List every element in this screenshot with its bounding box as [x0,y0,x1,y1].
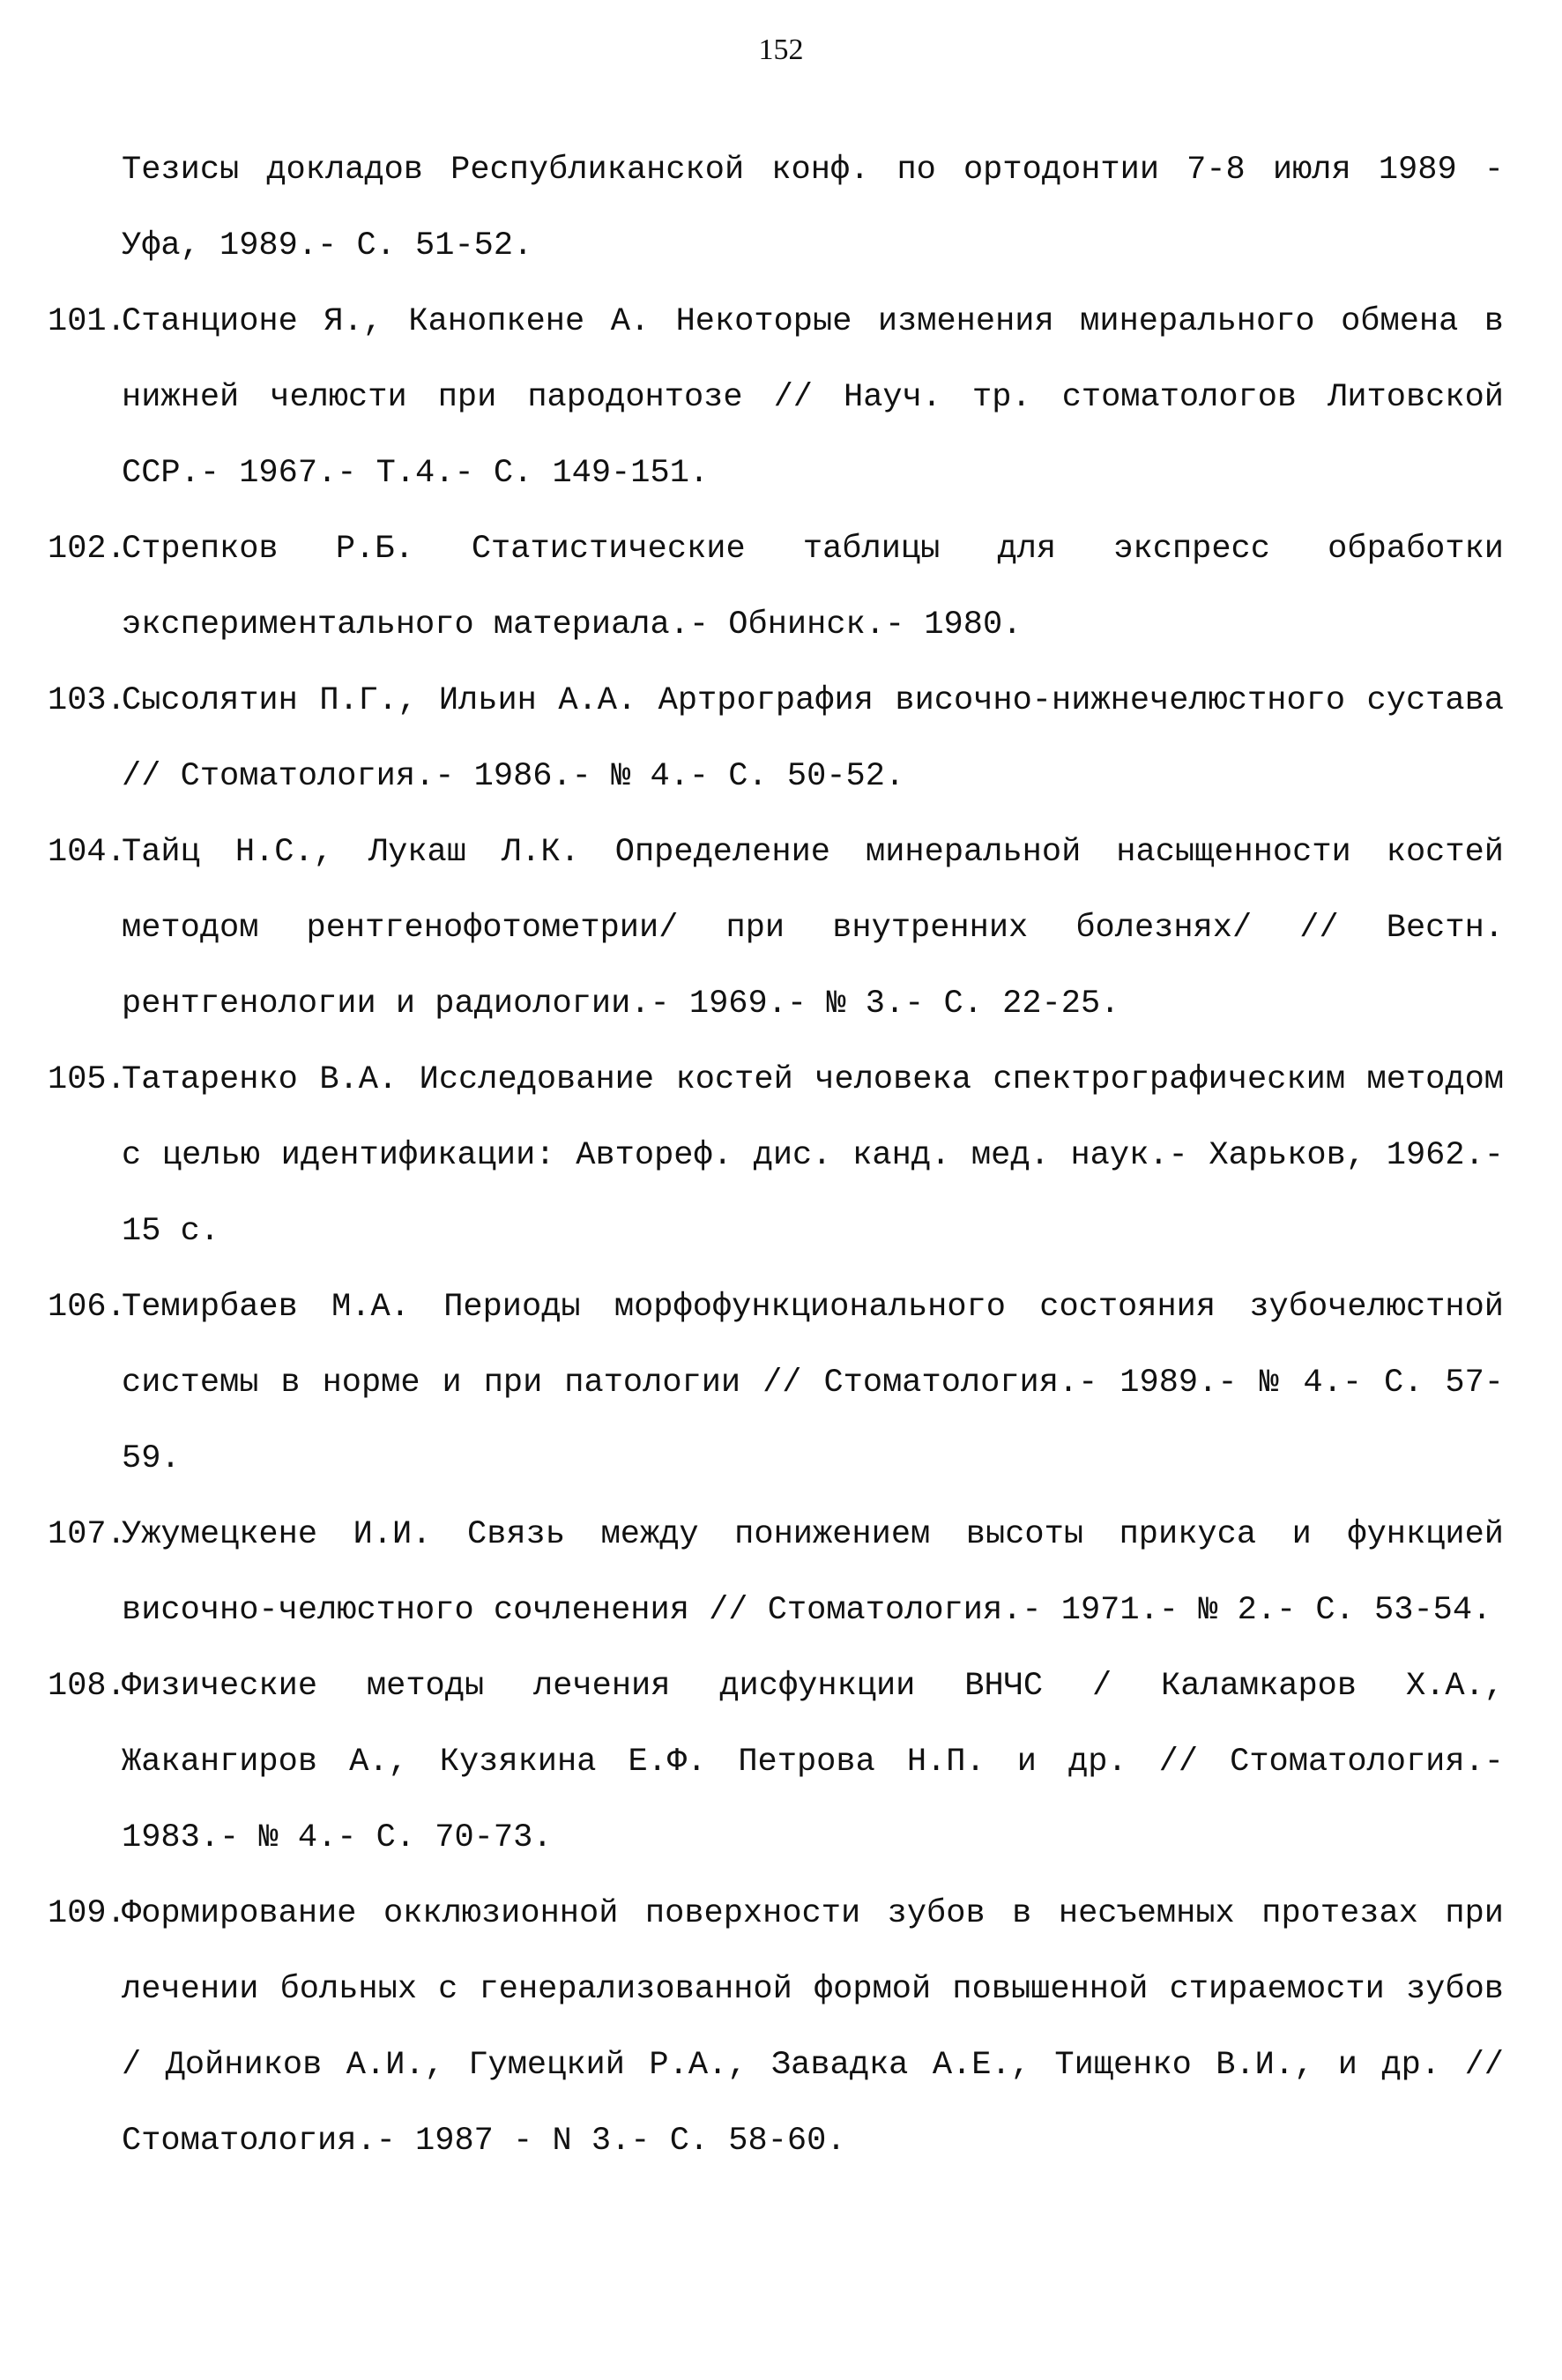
reference-number: 109. [48,1895,126,1932]
reference-continuation: Тезисы докладов Республиканской конф. по ортодонтии 7-8 июля 1989 - Уфа, 1989.- С. 51-52. [122,152,1504,264]
reference-item-103 [48,663,1504,814]
reference-item-102 [48,511,1504,663]
reference-item-107 [48,1497,1504,1648]
reference-item-104 [48,814,1504,1042]
reference-text: Сысолятин П.Г., Ильин А.А. Артрография височно-нижнечелюстного сустава // Стоматология.- 1986.- № 4.- С. 50-52. [122,682,1504,795]
reference-list [48,132,1504,2179]
reference-text: Станционе Я., Канопкене А. Некоторые изменения минерального обмена в нижней челюсти при пародонтозе // Науч. тр. стоматологов Литовской ССР.- 1967.- Т.4.- С. 149-151. [122,303,1504,492]
page-number: 152 [758,33,804,66]
reference-text: Стрепков Р.Б. Статистические таблицы для экспресс обработки экспериментального материала.- Обнинск.- 1980. [122,531,1504,643]
reference-number: 108. [48,1668,126,1705]
reference-number: 102. [48,531,126,568]
reference-item-105 [48,1042,1504,1269]
reference-text: Физические методы лечения дисфункции ВНЧС / Каламкаров Х.А., Жакангиров А., Кузякина Е.Ф. Петрова Н.П. и др. // Стоматология.- 1983.- № 4.- С. 70-73. [122,1668,1504,1856]
reference-number: 107. [48,1516,126,1553]
reference-text: Темирбаев М.А. Периоды морфофункционального состояния зубочелюстной системы в норме и при патологии // Стоматология.- 1989.- № 4.- С. 57-59. [122,1289,1504,1477]
reference-item-106 [48,1269,1504,1497]
reference-number: 101. [48,303,126,340]
reference-number: 105. [48,1061,126,1098]
reference-item-108 [48,1648,1504,1876]
reference-item-101 [48,284,1504,511]
reference-text: Татаренко В.А. Исследование костей человека спектрографическим методом с целью идентификации: Автореф. дис. канд. мед. наук.- Харьков, 1962.- 15 с. [122,1061,1504,1250]
reference-text: Тайц Н.С., Лукаш Л.К. Определение минеральной насыщенности костей методом рентгенофотометрии/ при внутренних болезнях/ // Вестн. рентгенологии и радиологии.- 1969.- № 3.- С. 22-25. [122,834,1504,1023]
reference-text: Формирование окклюзионной поверхности зубов в несъемных протезах при лечении больных с генерализованной формой повышенной стираемости зубов / Дойников А.И., Гумецкий Р.А., Завадка А.Е., Тищенко В.И., и др. // Стоматология.- 1987 - N 3.- С. 58-60. [122,1895,1504,2160]
reference-number: 103. [48,682,126,719]
reference-number: 106. [48,1289,126,1326]
reference-number: 104. [48,834,126,871]
reference-item-109 [48,1876,1504,2179]
reference-text: Ужумецкене И.И. Связь между понижением высоты прикуса и функцией височно-челюстного сочленения // Стоматология.- 1971.- № 2.- С. 53-54. [122,1516,1504,1629]
